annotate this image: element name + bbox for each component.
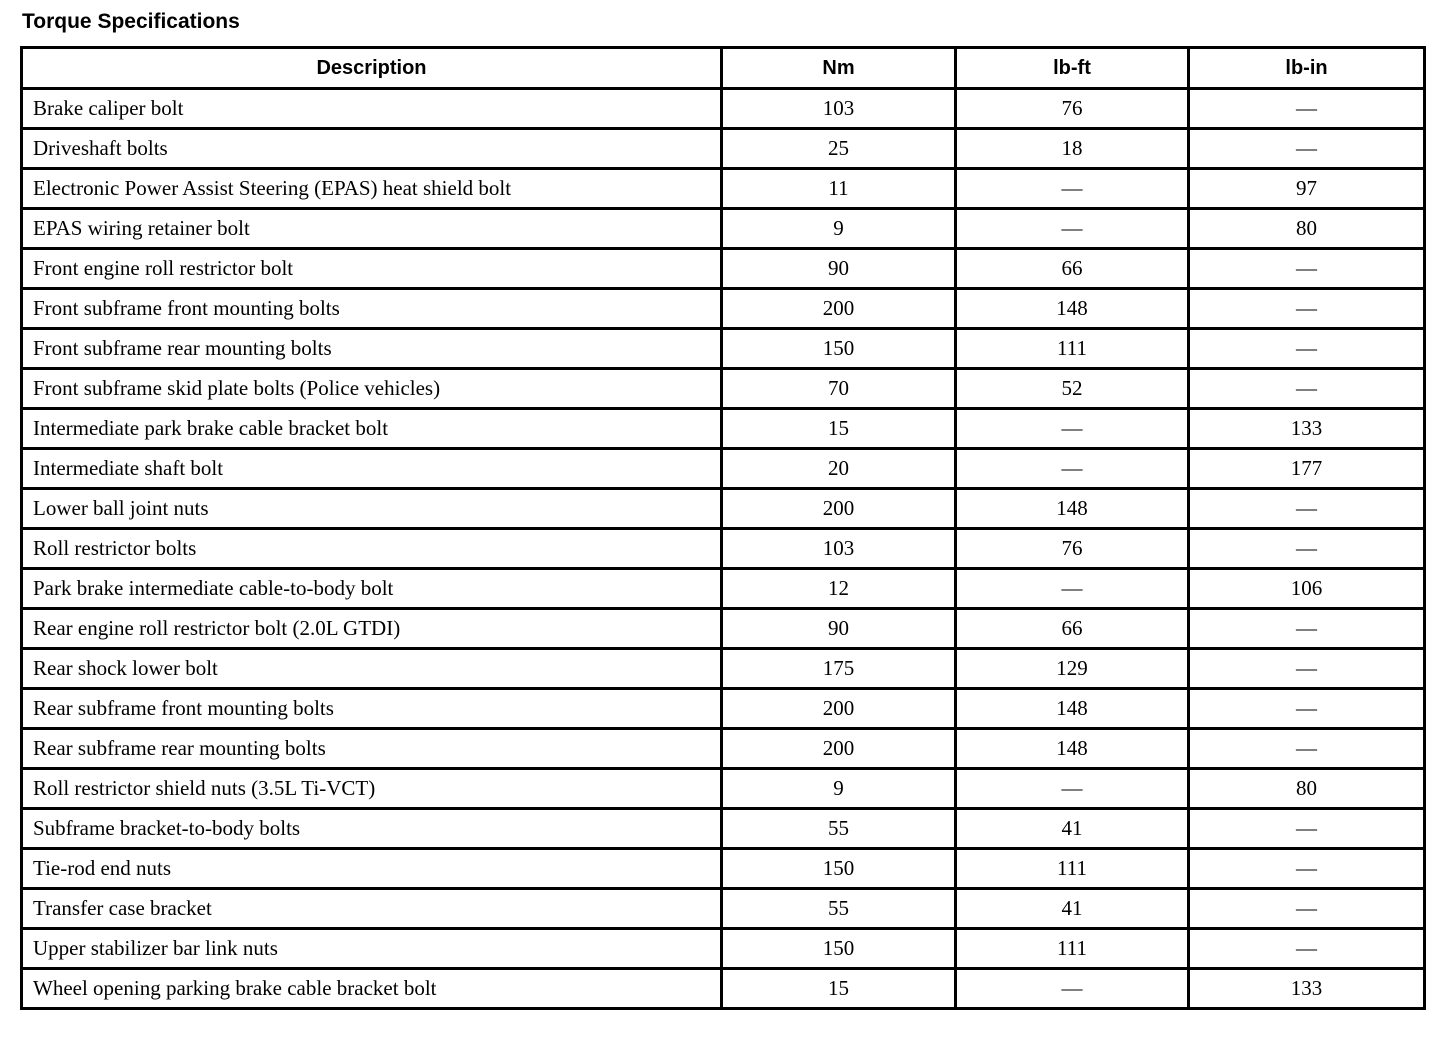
cell-lb-ft: — <box>956 209 1189 249</box>
cell-nm: 90 <box>722 249 956 289</box>
cell-lb-in: — <box>1189 89 1425 129</box>
cell-description: Intermediate shaft bolt <box>22 449 722 489</box>
cell-description: Rear subframe rear mounting bolts <box>22 729 722 769</box>
cell-lb-ft: 18 <box>956 129 1189 169</box>
table-row <box>22 649 1425 689</box>
table-body <box>22 89 1425 1009</box>
table-row <box>22 689 1425 729</box>
cell-lb-in: — <box>1189 729 1425 769</box>
table-row <box>22 89 1425 129</box>
cell-lb-ft: — <box>956 569 1189 609</box>
cell-description: Roll restrictor shield nuts (3.5L Ti-VCT) <box>22 769 722 809</box>
cell-description: Driveshaft bolts <box>22 129 722 169</box>
cell-nm: 70 <box>722 369 956 409</box>
cell-description: Tie-rod end nuts <box>22 849 722 889</box>
cell-lb-in: — <box>1189 689 1425 729</box>
cell-nm: 25 <box>722 129 956 169</box>
cell-nm: 150 <box>722 929 956 969</box>
cell-lb-in: 133 <box>1189 409 1425 449</box>
cell-nm: 150 <box>722 849 956 889</box>
cell-lb-ft: 111 <box>956 849 1189 889</box>
page-title: Torque Specifications <box>22 10 240 33</box>
cell-lb-ft: 148 <box>956 729 1189 769</box>
cell-lb-in: — <box>1189 529 1425 569</box>
cell-nm: 200 <box>722 289 956 329</box>
cell-nm: 103 <box>722 89 956 129</box>
cell-description: EPAS wiring retainer bolt <box>22 209 722 249</box>
cell-lb-ft: 148 <box>956 689 1189 729</box>
cell-lb-ft: — <box>956 769 1189 809</box>
cell-lb-in: — <box>1189 929 1425 969</box>
table-header <box>22 48 1425 89</box>
cell-nm: 9 <box>722 209 956 249</box>
cell-lb-ft: 76 <box>956 89 1189 129</box>
cell-description: Rear shock lower bolt <box>22 649 722 689</box>
cell-description: Front subframe front mounting bolts <box>22 289 722 329</box>
torque-spec-table <box>20 46 1426 1010</box>
cell-lb-in: — <box>1189 489 1425 529</box>
cell-nm: 55 <box>722 889 956 929</box>
cell-nm: 15 <box>722 969 956 1009</box>
cell-nm: 9 <box>722 769 956 809</box>
cell-description: Electronic Power Assist Steering (EPAS) heat shield bolt <box>22 169 722 209</box>
table-row <box>22 969 1425 1009</box>
cell-nm: 55 <box>722 809 956 849</box>
cell-description: Upper stabilizer bar link nuts <box>22 929 722 969</box>
cell-description: Rear engine roll restrictor bolt (2.0L GTDI) <box>22 609 722 649</box>
cell-lb-ft: 66 <box>956 249 1189 289</box>
cell-description: Front engine roll restrictor bolt <box>22 249 722 289</box>
cell-description: Wheel opening parking brake cable bracket bolt <box>22 969 722 1009</box>
cell-description: Park brake intermediate cable-to-body bolt <box>22 569 722 609</box>
table-row <box>22 769 1425 809</box>
table-row <box>22 289 1425 329</box>
column-header-lb-ft: lb-ft <box>956 48 1189 89</box>
column-header-description: Description <box>22 48 722 89</box>
cell-lb-ft: 111 <box>956 329 1189 369</box>
cell-nm: 103 <box>722 529 956 569</box>
cell-description: Brake caliper bolt <box>22 89 722 129</box>
cell-lb-in: — <box>1189 289 1425 329</box>
table-row <box>22 209 1425 249</box>
cell-lb-ft: — <box>956 409 1189 449</box>
header-row <box>22 48 1425 89</box>
cell-lb-in: — <box>1189 649 1425 689</box>
table-row <box>22 889 1425 929</box>
table-row <box>22 489 1425 529</box>
cell-lb-ft: 76 <box>956 529 1189 569</box>
cell-lb-in: 80 <box>1189 209 1425 249</box>
table-row <box>22 169 1425 209</box>
cell-description: Subframe bracket-to-body bolts <box>22 809 722 849</box>
table-row <box>22 569 1425 609</box>
table-row <box>22 849 1425 889</box>
cell-lb-in: — <box>1189 809 1425 849</box>
cell-nm: 150 <box>722 329 956 369</box>
cell-description: Transfer case bracket <box>22 889 722 929</box>
cell-description: Rear subframe front mounting bolts <box>22 689 722 729</box>
cell-description: Roll restrictor bolts <box>22 529 722 569</box>
table-row <box>22 729 1425 769</box>
cell-nm: 20 <box>722 449 956 489</box>
cell-nm: 200 <box>722 489 956 529</box>
cell-description: Intermediate park brake cable bracket bolt <box>22 409 722 449</box>
cell-lb-in: — <box>1189 849 1425 889</box>
cell-lb-ft: 41 <box>956 889 1189 929</box>
cell-lb-ft: 129 <box>956 649 1189 689</box>
cell-lb-ft: — <box>956 169 1189 209</box>
cell-description: Front subframe rear mounting bolts <box>22 329 722 369</box>
cell-lb-in: — <box>1189 369 1425 409</box>
cell-lb-in: — <box>1189 609 1425 649</box>
table-row <box>22 329 1425 369</box>
column-header-nm: Nm <box>722 48 956 89</box>
cell-lb-in: — <box>1189 329 1425 369</box>
cell-nm: 12 <box>722 569 956 609</box>
cell-lb-ft: — <box>956 449 1189 489</box>
cell-lb-ft: 111 <box>956 929 1189 969</box>
cell-nm: 200 <box>722 729 956 769</box>
table-row <box>22 409 1425 449</box>
cell-lb-ft: 41 <box>956 809 1189 849</box>
column-header-lb-in: lb-in <box>1189 48 1425 89</box>
table-row <box>22 129 1425 169</box>
table-row <box>22 529 1425 569</box>
cell-nm: 11 <box>722 169 956 209</box>
cell-description: Front subframe skid plate bolts (Police vehicles) <box>22 369 722 409</box>
cell-lb-in: 80 <box>1189 769 1425 809</box>
table-row <box>22 449 1425 489</box>
cell-lb-in: 177 <box>1189 449 1425 489</box>
cell-lb-in: — <box>1189 129 1425 169</box>
cell-lb-ft: 148 <box>956 489 1189 529</box>
cell-lb-in: — <box>1189 249 1425 289</box>
table-row <box>22 249 1425 289</box>
cell-lb-in: 97 <box>1189 169 1425 209</box>
table-row <box>22 609 1425 649</box>
cell-nm: 90 <box>722 609 956 649</box>
cell-lb-in: — <box>1189 889 1425 929</box>
cell-lb-ft: 52 <box>956 369 1189 409</box>
cell-nm: 200 <box>722 689 956 729</box>
cell-lb-ft: 148 <box>956 289 1189 329</box>
cell-nm: 175 <box>722 649 956 689</box>
table-row <box>22 369 1425 409</box>
cell-nm: 15 <box>722 409 956 449</box>
cell-lb-ft: — <box>956 969 1189 1009</box>
table-row <box>22 809 1425 849</box>
cell-description: Lower ball joint nuts <box>22 489 722 529</box>
table-row <box>22 929 1425 969</box>
cell-lb-in: 133 <box>1189 969 1425 1009</box>
cell-lb-ft: 66 <box>956 609 1189 649</box>
cell-lb-in: 106 <box>1189 569 1425 609</box>
